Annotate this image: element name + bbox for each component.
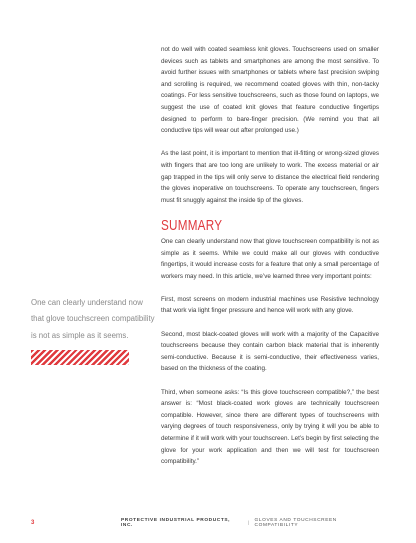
pull-quote-line: that glove touchscreen compatibility — [31, 314, 155, 324]
paragraph-second-point: Second, most black-coated gloves will work with a majority of the Capacitive touchscreens because they contain carbon black material that is inherently semi-conductive. Because it is semi-conductive, their effectiveness varies, based on the thickness of the coating. — [161, 330, 379, 373]
footer-doc-title: GLOVES AND TOUCHSCREEN COMPATIBILITY — [254, 518, 337, 528]
page-footer — [31, 518, 381, 528]
paragraph-coated-gloves: not do well with coated seamless knit gloves. Touchscreens used on smaller devices such as tablets and smartphones are among the most sensitive. To avoid further issues with smartphones or tablets where fast precision swiping and scrolling is required, we recommend coated gloves with thin, non-tacky coatings. For less sensitive touchscreens, such as those found on laptops, we suggest the use of coated knit gloves that feature conductive fingertips designed to perform to bare-finger precision. (We remind you that all conductive tips will wear out after prolonged use.) — [161, 46, 379, 135]
footer-company: PROTECTIVE INDUSTRIAL PRODUCTS, INC. — [120, 518, 231, 528]
pull-quote — [31, 295, 155, 344]
pull-quote-line: is not as simple as it seems. — [31, 330, 129, 340]
paragraph-first-point: First, most screens on modern industrial machines use Resistive technology that work via light finger pressure and hence will work with any glove. — [161, 295, 379, 315]
paragraph-summary-intro: One can clearly understand now that glove touchscreen compatibility is not as simple as it seems. While we could make all our gloves with conductive fingertips, it would increase costs for a feature that only a small percentage of workers may need. In this article, we’ve learned three very important points: — [161, 237, 379, 280]
decorative-stripe-bar — [31, 350, 129, 365]
page-number: 3 — [31, 520, 35, 526]
footer-separator: | — [247, 520, 250, 526]
paragraph-third-point: Third, when someone asks: “Is this glove touchscreen compatible?,” the best answer is: “Most black-coated work gloves are technically touchscreen compatible. However, since there are different types of touchscreens with varying degrees of touch responsiveness, only by trying it will you be able to determine if it will work with your touchscreen. Let’s begin by first selecting the glove for your work application and then we will test for touchscreen compatibility.” — [161, 388, 379, 466]
body-column — [161, 44, 379, 468]
paragraph-fit: As the last point, it is important to mention that ill-fitting or wrong-sized gloves with fingers that are too long are unlikely to work. The excess material or air gap trapped in the tips will only serve to distance the electrical field rendering the gloves inoperative on touchscreens. To operate any touchscreen, fingers must fit snuggly against the inside tip of the gloves. — [161, 150, 379, 204]
summary-heading: SUMMARY — [161, 216, 223, 234]
pull-quote-line: One can clearly understand now — [31, 298, 143, 307]
